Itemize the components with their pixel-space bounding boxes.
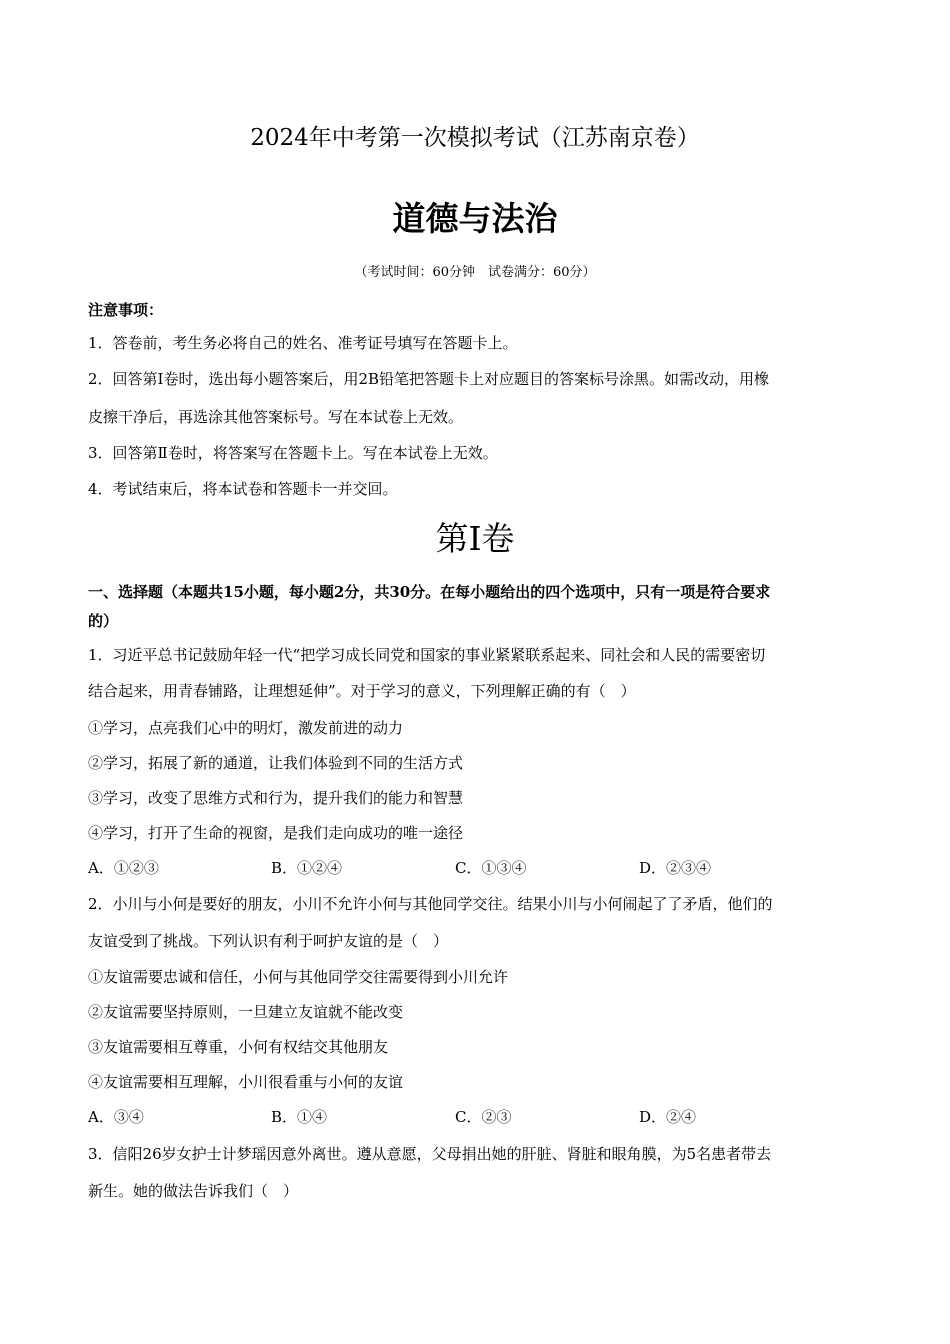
question-2-option-b: B．①④ [271,1108,328,1126]
question-2-statement: ②友谊需要坚持原则，一旦建立友谊就不能改变 [88,1003,404,1021]
question-1-option-d: D．②③④ [639,859,712,877]
question-2-text-cont: 友谊受到了挑战。下列认识有利于呵护友谊的是（ ） [88,932,449,950]
exam-info: （考试时间：60分钟 试卷满分：60分） [354,265,596,280]
notice-item: 1．答卷前，考生务必将自己的姓名、准考证号填写在答题卡上。 [88,334,518,352]
question-2-statement: ④友谊需要相互理解，小川很看重与小何的友谊 [88,1073,404,1091]
question-1-statement: ②学习，拓展了新的通道，让我们体验到不同的生活方式 [88,754,464,772]
question-3-text: 3．信阳26岁女护士计梦瑶因意外离世。遵从意愿，父母捐出她的肝脏、肾脏和眼角膜，为5名患者带去 [88,1145,772,1163]
question-1-text-cont: 结合起来，用青春铺路，让理想延伸”。对于学习的意义，下列理解正确的有（ ） [88,682,636,700]
question-1-statement: ③学习，改变了思维方式和行为，提升我们的能力和智慧 [88,789,464,807]
question-2-option-c: C．②③ [455,1108,512,1126]
question-2-text: 2．小川与小何是要好的朋友，小川不允许小何与其他同学交往。结果小川与小何闹起了了矛盾，他们的 [88,895,773,913]
volume-title: 第Ⅰ卷 [435,519,515,558]
notice-heading: 注意事项： [88,301,164,319]
section-heading: 一、选择题（本题共15小题，每小题2分，共30分。在每小题给出的四个选项中，只有一项是符合要求 [88,583,771,601]
notice-item: 3．回答第Ⅱ卷时，将答案写在答题卡上。写在本试卷上无效。 [88,444,498,462]
question-2-statement: ①友谊需要忠诚和信任，小何与其他同学交往需要得到小川允许 [88,968,509,986]
question-1-option-b: B．①②④ [271,859,343,877]
section-heading-cont: 的） [88,612,119,630]
question-2-statement: ③友谊需要相互尊重，小何有权结交其他朋友 [88,1038,389,1056]
question-1-text: 1．习近平总书记鼓励年轻一代“把学习成长同党和国家的事业紧紧联系起来、同社会和人民的需要密切 [88,646,766,664]
question-1-option-c: C．①③④ [455,859,527,877]
exam-title: 2024年中考第一次模拟考试（江苏南京卷） [250,125,700,151]
question-2-option-a: A．③④ [88,1108,144,1126]
question-1-statement: ④学习，打开了生命的视窗，是我们走向成功的唯一途径 [88,824,464,842]
notice-item: 皮擦干净后，再选涂其他答案标号。写在本试卷上无效。 [88,408,464,426]
question-1-statement: ①学习，点亮我们心中的明灯，激发前进的动力 [88,719,404,737]
notice-item: 2．回答第Ⅰ卷时，选出每小题答案后，用2B铅笔把答题卡上对应题目的答案标号涂黑。如需改动，用橡 [88,370,770,388]
question-2-option-d: D．②④ [639,1108,697,1126]
question-3-text-cont: 新生。她的做法告诉我们（ ） [88,1182,299,1200]
notice-item: 4．考试结束后，将本试卷和答题卡一并交回。 [88,480,398,498]
subject-title: 道德与法治 [392,199,558,238]
question-1-option-a: A．①②③ [88,859,159,877]
